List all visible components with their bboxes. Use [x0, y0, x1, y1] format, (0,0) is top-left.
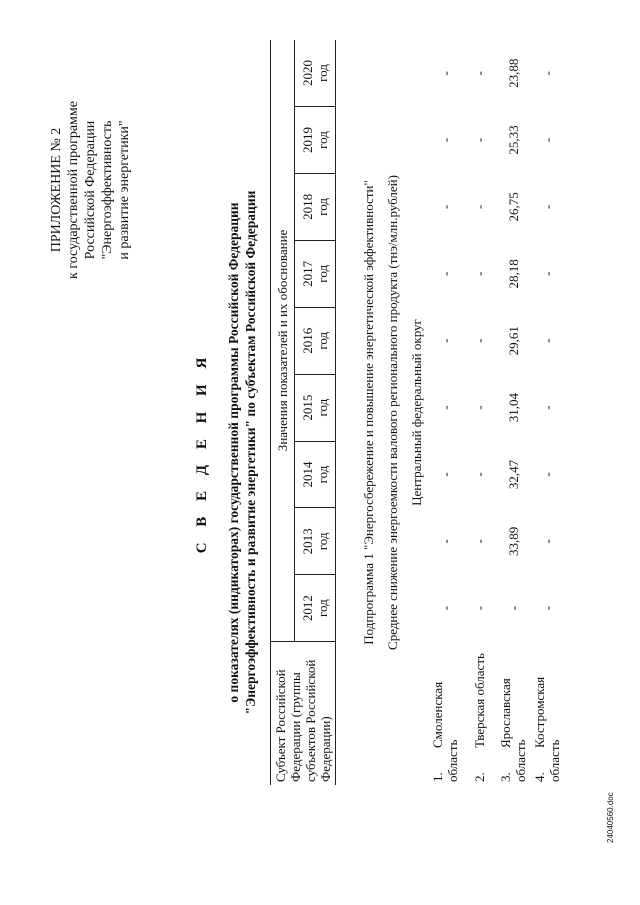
- value-cell: -: [471, 472, 487, 477]
- title-line-3: "Энергоэффективность и развитие энергетики" по субъектам Российской Федерации: [243, 190, 258, 715]
- year-header: 2013 год: [294, 508, 335, 575]
- value-cell: -: [437, 605, 453, 611]
- year-header: 2014 год: [294, 441, 335, 508]
- value-cell: -: [437, 71, 453, 76]
- value-cell: -: [437, 204, 453, 210]
- indicator-title: Среднее снижение энергоемкости валового регионального продукта (тнэ/млн.рублей): [384, 175, 400, 650]
- value-cell: -: [539, 271, 555, 276]
- value-cell: -: [471, 71, 487, 76]
- value-cell: -: [437, 338, 453, 343]
- year-header: 2012 год: [294, 575, 335, 642]
- district-title: Центральный федеральный округ: [408, 319, 424, 506]
- document-title: [194, 0, 259, 905]
- table-row: [462, 40, 496, 785]
- annex-line-5: и развитие энергетики": [117, 120, 132, 260]
- value-cell: -: [437, 539, 453, 544]
- value-cell: -: [539, 472, 555, 477]
- value-cell: -: [471, 204, 487, 210]
- subject-column-header: Субъект Российской Федерации (группы субъектов Российской Федерации): [271, 641, 336, 785]
- region-cell: 4.Костромская область: [532, 676, 562, 782]
- value-cell: -: [539, 539, 555, 544]
- value-cell: -: [471, 605, 487, 611]
- value-cell: 33,89: [505, 526, 521, 556]
- region-cell: 2.Тверская область: [471, 653, 487, 782]
- title-main: С В Е Д Е Н И Я: [194, 351, 210, 554]
- value-cell: -: [471, 271, 487, 276]
- value-cell: 31,04: [505, 392, 521, 423]
- value-cell: -: [471, 338, 487, 343]
- annex-line-1: ПРИЛОЖЕНИЕ № 2: [49, 127, 64, 253]
- value-cell: -: [539, 137, 555, 143]
- year-header: 2018 год: [294, 173, 335, 240]
- annex-line-2: к государственной программе: [66, 101, 81, 279]
- annex-block: [48, 60, 133, 320]
- value-cell: -: [471, 405, 487, 410]
- value-cell: 29,61: [505, 326, 521, 356]
- doc-id-footer: 24040560.doc: [606, 792, 615, 843]
- value-cell: -: [539, 338, 555, 343]
- value-cell: -: [505, 605, 521, 611]
- table-row: [428, 40, 462, 785]
- indicators-table: [270, 40, 564, 785]
- subprogram-title: Подпрограмма 1 "Энергосбережение и повышение энергетической эффективности": [360, 180, 376, 645]
- value-cell: -: [471, 539, 487, 544]
- value-cell: 26,75: [505, 192, 521, 222]
- year-header: 2016 год: [294, 307, 335, 374]
- year-header: 2017 год: [294, 240, 335, 307]
- value-cell: -: [539, 71, 555, 76]
- year-header: 2020 год: [294, 40, 335, 107]
- value-cell: 32,47: [505, 459, 521, 490]
- value-cell: -: [539, 405, 555, 410]
- value-cell: -: [437, 405, 453, 410]
- value-cell: 23,88: [505, 58, 521, 88]
- value-cell: -: [471, 137, 487, 143]
- region-cell: 3.Ярославская область: [498, 678, 528, 782]
- region-cell: 1.Смоленская область: [430, 681, 460, 782]
- annex-line-3: Российской Федерации: [83, 120, 98, 260]
- values-header: Значения показателей и их обоснование: [271, 40, 295, 641]
- value-cell: -: [437, 472, 453, 477]
- table-row: [530, 40, 564, 785]
- year-header: 2015 год: [294, 374, 335, 441]
- value-cell: -: [539, 605, 555, 611]
- table-row: [496, 40, 530, 785]
- annex-line-4: "Энергоэффективность: [100, 120, 115, 260]
- title-line-2: о показателях (индикаторах) государственной программы Российской Федерации: [226, 202, 241, 703]
- year-header: 2019 год: [294, 107, 335, 174]
- value-cell: -: [437, 137, 453, 143]
- value-cell: 28,18: [505, 259, 521, 289]
- value-cell: 25,33: [505, 125, 521, 155]
- value-cell: -: [437, 271, 453, 276]
- value-cell: -: [539, 204, 555, 210]
